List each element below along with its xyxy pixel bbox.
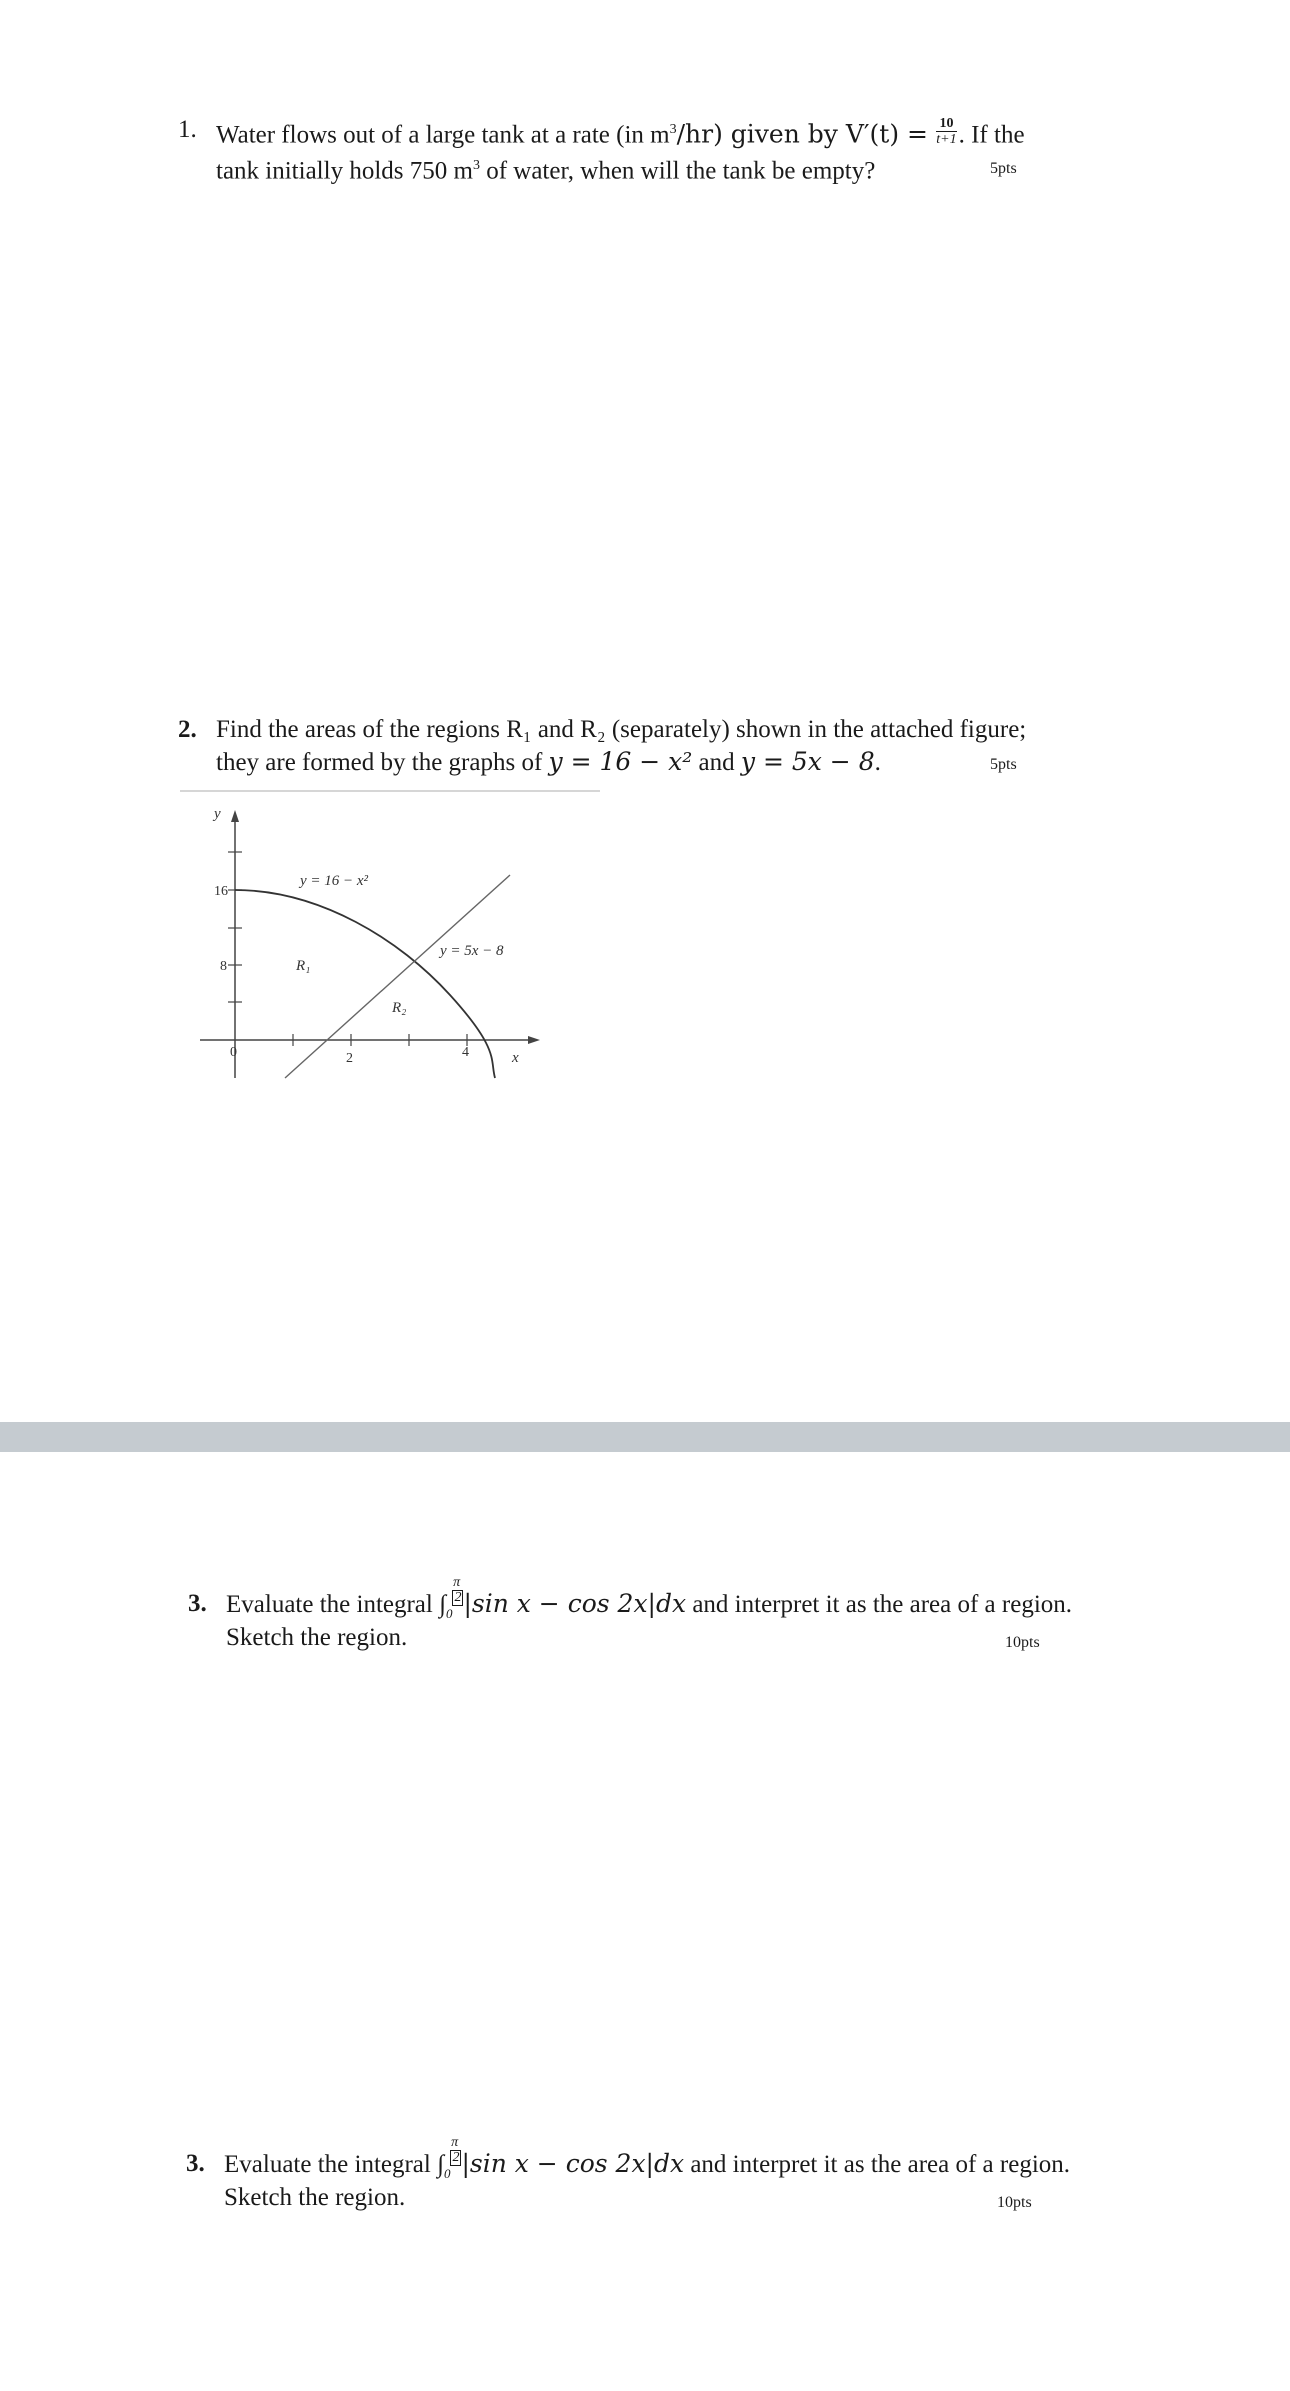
question-1-number: 1. <box>178 116 197 143</box>
question-3-first <box>188 1575 1088 1657</box>
question-3-number-2: 3. <box>186 2150 205 2177</box>
question-3-points: 10pts <box>1005 1634 1040 1651</box>
question-2-line-2: they are formed by the graphs of y = 16 − x² and y = 5x − 8. <box>216 747 881 776</box>
question-3-number: 3. <box>188 1590 207 1617</box>
question-1 <box>178 113 1078 183</box>
question-3-second <box>186 2135 1086 2217</box>
integral-expression-2: ∫ π $_0$2 <box>437 2135 460 2181</box>
x-axis-label: x <box>512 1050 519 1066</box>
figure-top-rule <box>180 790 600 792</box>
x-axis-arrow <box>528 1036 540 1044</box>
question-1-line-2: tank initially holds 750 $m^3$ of water, when will the tank be empty? <box>216 157 876 185</box>
question-3-points-2: 10pts <box>997 2194 1032 2211</box>
question-1-line-1: Water flows out of a large tank at a rate (in $m^3/hr$) given by V′(t) = $\frac{10}{t+1}$ . If the <box>216 116 1025 149</box>
y-axis-label: y <box>214 806 221 822</box>
parabola-curve <box>235 890 495 1078</box>
question-2-line-1: Find the areas of the regions R₁ and R₂ (separately) shown in the attached figure; <box>216 716 1027 743</box>
region-2-label: R₂ <box>392 1000 407 1016</box>
tick-label-0: 0 <box>230 1045 237 1060</box>
line-label: y = 5x − 8 <box>440 943 504 959</box>
question-3-line-2: Sketch the region. <box>226 1624 408 1651</box>
curve-label: y = 16 − x² <box>300 873 369 889</box>
question-3-line-1: Evaluate the integral ∫ π $_0$2|sin x − cos 2x|dx and interpret it as the area of a region. <box>226 1587 1072 1630</box>
region-1-label: R₁ <box>296 958 311 974</box>
rate-fraction: $\frac{10}{t+1}$ <box>936 116 957 148</box>
tick-label-4: 4 <box>462 1045 469 1060</box>
question-1-points: 5pts <box>990 160 1017 177</box>
tick-label-16: 16 <box>214 884 228 899</box>
region-graph <box>190 800 550 1090</box>
tick-label-2: 2 <box>346 1051 353 1066</box>
question-3-line-2-2: Sketch the region. <box>224 2184 406 2211</box>
question-2 <box>178 713 1078 783</box>
question-2-number: 2. <box>178 716 197 743</box>
worksheet-page-2 <box>0 1452 1290 2391</box>
question-3-line-1-2: Evaluate the integral ∫ π $_0$2|sin x − cos 2x|dx and interpret it as the area of a region. <box>224 2147 1070 2190</box>
page-separator <box>0 1422 1290 1452</box>
integral-expression: ∫ π $_0$2 <box>439 1575 462 1621</box>
tick-label-8: 8 <box>220 959 227 974</box>
y-axis-arrow <box>231 810 239 822</box>
question-2-points: 5pts <box>990 756 1017 773</box>
